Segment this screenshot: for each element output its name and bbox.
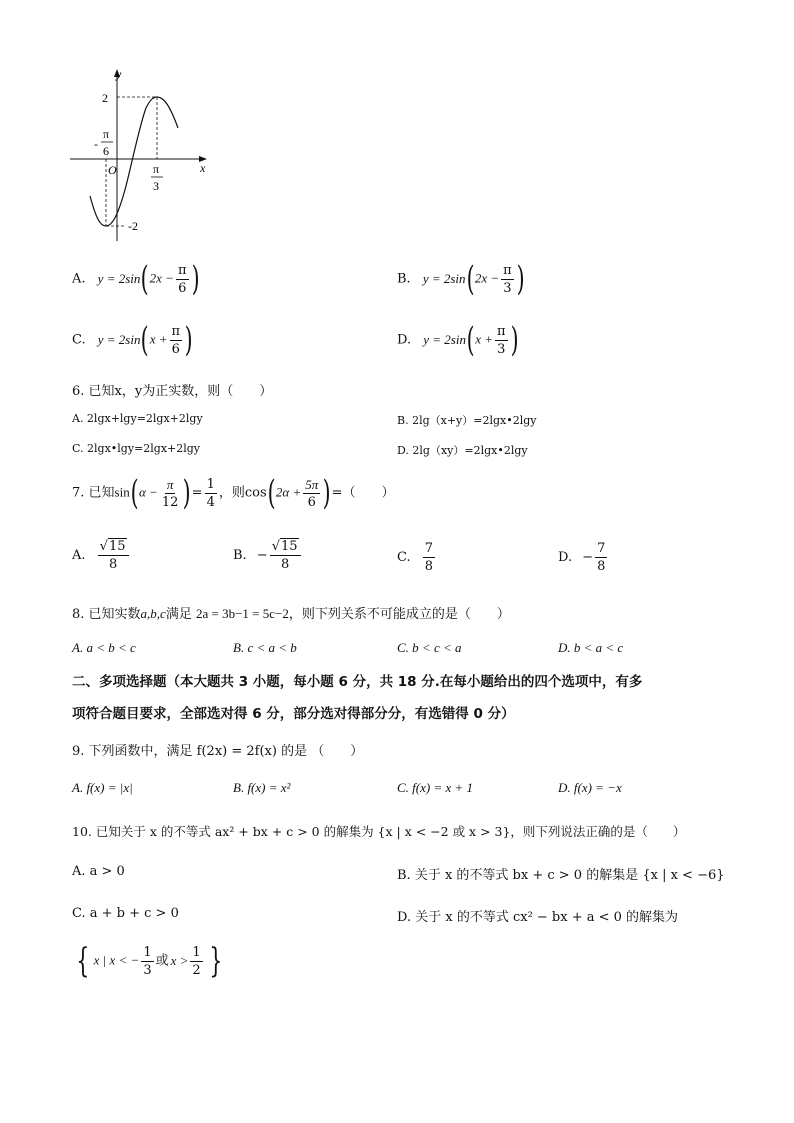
q7-option-d[interactable]: D. − $\frac{7}{8}$ [558, 541, 606, 574]
x-right-den: 3 [153, 179, 159, 193]
origin-label: O [108, 163, 117, 177]
q5-option-b[interactable]: B. y = 2sin(2x − $\frac{\pi}{3}$ ) [397, 259, 525, 299]
q5-option-a[interactable]: A. y = 2sin(2x − $\frac{\pi}{6}$ ) [72, 259, 200, 299]
q7-option-c[interactable]: C. $\frac{7}{8}$ [397, 541, 434, 574]
section2-heading-line1: 二、多项选择题（本大题共 3 小题，每小题 6 分，共 18 分.在每小题给出的四个选项中，有多 [72, 674, 643, 690]
q6-option-a[interactable]: A. 2lgx+lgy=2lgx+2lgy [72, 412, 203, 425]
q10-option-d[interactable]: D. 关于 x 的不等式 cx² − bx + a < 0 的解集为 [397, 910, 679, 925]
q9-stem: 9. 下列函数中，满足 f(2x) = 2f(x) 的是 （ ） [72, 744, 364, 759]
y-axis-label: y [116, 67, 122, 81]
q7-option-b[interactable]: B. − $\frac{√15}{8}$ [233, 540, 303, 571]
q9-option-b[interactable]: B. f(x) = x² [233, 780, 291, 795]
q10-option-a[interactable]: A. a > 0 [72, 864, 125, 879]
q7-stem: 7. 已知sin(α − $\frac{\pi}{12}$ )= $\frac{1}{4}$ ，则cos(2α + $\frac{5\pi}{6}$ )=（ ） [72, 473, 395, 513]
q9-option-c[interactable]: C. f(x) = x + 1 [397, 780, 474, 795]
x-axis-label: x [200, 161, 206, 175]
q10-option-c[interactable]: C. a + b + c > 0 [72, 906, 179, 921]
q8-stem: 8. 已知实数a,b,c满足 2a = 3b−1 = 5c−2，则下列关系不可能成立的是（ ） [72, 606, 510, 622]
q10-option-d-solution-set: { x | x < − $\frac{1}{3}$ 或 x > $\frac{1}{2}$ } [76, 941, 222, 981]
q5-option-d[interactable]: D. y = 2sin(x + $\frac{\pi}{3}$ ) [397, 320, 519, 360]
q8-option-b[interactable]: B. c < a < b [233, 640, 297, 655]
x-left-sign: - [94, 137, 98, 151]
sine-graph [60, 66, 220, 246]
q10-option-b[interactable]: B. 关于 x 的不等式 bx + c > 0 的解集是 {x | x < −6} [397, 868, 725, 883]
q8-option-d[interactable]: D. b < a < c [558, 640, 624, 655]
q6-option-c[interactable]: C. 2lgx•lgy=2lgx+2lgy [72, 442, 201, 455]
y-min-label: -2 [128, 219, 138, 233]
y-max-label: 2 [102, 91, 108, 105]
x-right-num: π [153, 162, 160, 176]
x-left-den: 6 [103, 144, 109, 158]
q9-option-a[interactable]: A. f(x) = |x| [72, 780, 133, 795]
section2-heading-line2: 项符合题目要求，全部选对得 6 分，部分选对得部分分，有选错得 0 分） [72, 706, 515, 722]
q7-option-a[interactable]: A. $\frac{√15}{8}$ [72, 540, 131, 571]
q8-option-c[interactable]: C. b < c < a [397, 640, 462, 655]
q6-stem: 6. 已知x，y为正实数，则（ ） [72, 384, 273, 399]
x-left-num: π [103, 127, 110, 141]
q9-option-d[interactable]: D. f(x) = −x [558, 780, 622, 795]
q6-option-d[interactable]: D. 2lg（xy）=2lgx•2lgy [397, 444, 528, 457]
q6-option-b[interactable]: B. 2lg（x+y）=2lgx•2lgy [397, 414, 537, 427]
q10-stem: 10. 已知关于 x 的不等式 ax² + bx + c > 0 的解集为 {x | x < −2 或 x > 3}，则下列说法正确的是（ ） [72, 824, 686, 839]
q8-option-a[interactable]: A. a < b < c [72, 640, 136, 655]
q5-option-c[interactable]: C. y = 2sin(x + $\frac{\pi}{6}$ ) [72, 320, 193, 360]
